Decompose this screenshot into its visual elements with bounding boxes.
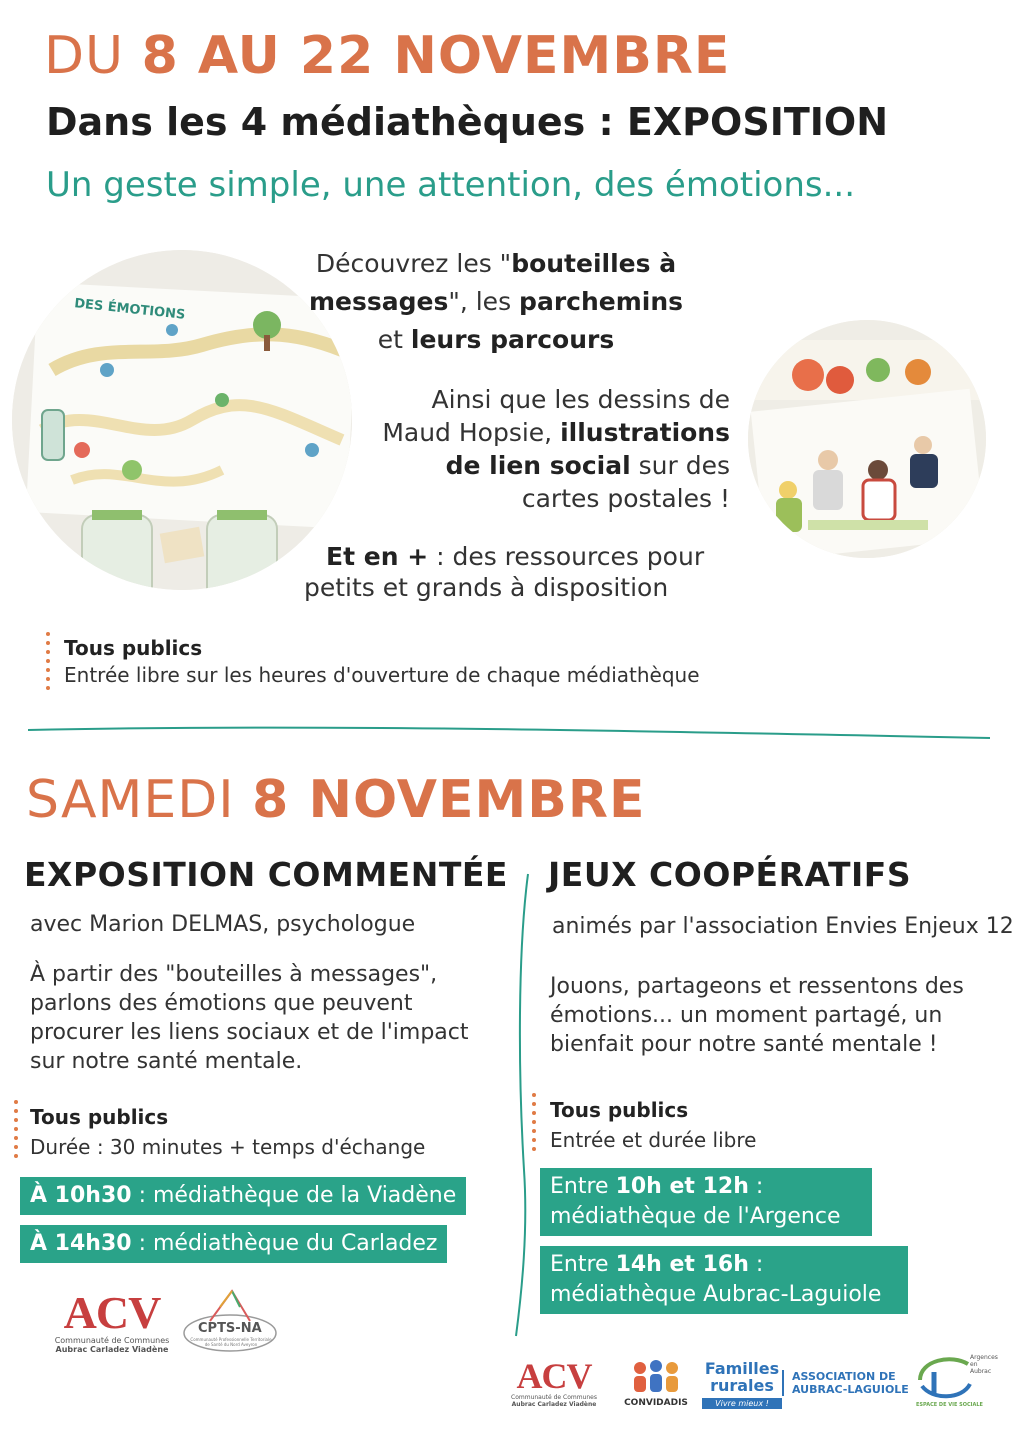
slot-place: : médiathèque du Carladez bbox=[131, 1231, 438, 1256]
slot-time: À 10h30 bbox=[30, 1183, 132, 1208]
intro-paragraph-2 bbox=[366, 383, 730, 515]
right-public-duration: Entrée et durée libre bbox=[550, 1128, 757, 1152]
right-column-description bbox=[550, 972, 1000, 1059]
desc-line: parlons des émotions que peuvent bbox=[30, 991, 413, 1016]
event-subtitle: Dans les 4 médiathèques : EXPOSITION bbox=[46, 100, 889, 144]
argences-line3: Aubrac bbox=[970, 1368, 992, 1375]
event-tagline: Un geste simple, une attention, des émotions... bbox=[46, 165, 856, 205]
saturday-title bbox=[26, 770, 646, 830]
desc-line: À partir des "bouteilles à messages", bbox=[30, 962, 438, 987]
convidadis-logo bbox=[620, 1358, 692, 1408]
photo-caption: DES ÉMOTIONS bbox=[73, 296, 186, 323]
slot-suffix: : bbox=[748, 1252, 764, 1277]
intro-paragraph-1 bbox=[296, 245, 696, 359]
right-slot-1 bbox=[540, 1168, 872, 1236]
date-main: 8 AU 22 NOVEMBRE bbox=[141, 26, 731, 86]
argences-line2: en bbox=[970, 1361, 978, 1368]
argences-logo-text bbox=[970, 1354, 998, 1375]
argences-logo-sub: ESPACE DE VIE SOCIALE bbox=[916, 1402, 983, 1408]
dotted-marker bbox=[532, 1093, 536, 1156]
intro-text: Découvrez les " bbox=[315, 249, 512, 278]
intro-bold: parchemins bbox=[519, 287, 684, 316]
intro-line-9 bbox=[300, 572, 720, 603]
left-public-duration: Durée : 30 minutes + temps d'échange bbox=[30, 1135, 426, 1159]
right-column-title: JEUX COOPÉRATIFS bbox=[548, 855, 912, 894]
intro-text: ", les bbox=[448, 287, 520, 316]
slot-place: : médiathèque de la Viadène bbox=[131, 1183, 457, 1208]
intro-paragraph-3 bbox=[300, 541, 720, 603]
intro-bold: bouteilles à bbox=[511, 249, 677, 278]
convidadis-people-icon bbox=[626, 1358, 686, 1394]
intro-text: sur des bbox=[630, 451, 730, 480]
desc-line: Jouons, partageons et ressentons des bbox=[550, 974, 964, 999]
slot-time: À 14h30 bbox=[30, 1231, 132, 1256]
argences-logo bbox=[912, 1350, 998, 1414]
intro-bold: illustrations bbox=[560, 418, 730, 447]
acv-logo-sub1: Communauté de Communes bbox=[511, 1394, 597, 1401]
intro-text: Maud Hopsie, bbox=[382, 418, 561, 447]
left-slot-2 bbox=[20, 1225, 447, 1263]
convidadis-logo-text: CONVIDADIS bbox=[624, 1398, 688, 1408]
intro-text: Ainsi que les dessins de bbox=[431, 385, 730, 414]
slot-time: 10h et 12h bbox=[615, 1174, 749, 1199]
desc-line: procurer les liens sociaux et de l'impact bbox=[30, 1020, 469, 1045]
left-public-title: Tous publics bbox=[30, 1105, 169, 1129]
slot-place: médiathèque de l'Argence bbox=[550, 1204, 841, 1229]
intro-line-6 bbox=[366, 449, 730, 482]
section-divider bbox=[0, 710, 1024, 750]
association-logo bbox=[782, 1370, 909, 1396]
desc-line: sur notre santé mentale. bbox=[30, 1049, 303, 1074]
intro-text: petits et grands à disposition bbox=[304, 573, 669, 602]
association-logo-line1: ASSOCIATION DE bbox=[792, 1370, 896, 1383]
dotted-marker bbox=[14, 1100, 18, 1163]
date-prefix: DU bbox=[44, 26, 142, 86]
slot-suffix: : bbox=[748, 1174, 764, 1199]
slot-place: médiathèque Aubrac-Laguiole bbox=[550, 1282, 882, 1307]
acv-logo-sub2: Aubrac Carladez Viadène bbox=[511, 1401, 597, 1408]
intro-bold: de lien social bbox=[445, 451, 631, 480]
postcards-illustration bbox=[748, 320, 986, 558]
desc-line: émotions... un moment partagé, un bbox=[550, 1003, 943, 1028]
left-column-host: avec Marion DELMAS, psychologue bbox=[30, 912, 416, 937]
left-slot-1 bbox=[20, 1177, 466, 1215]
association-logo-line2: AUBRAC-LAGUIOLE bbox=[792, 1383, 909, 1396]
right-public-title: Tous publics bbox=[550, 1098, 689, 1122]
familles-rurales-logo bbox=[702, 1360, 782, 1409]
right-column-host: animés par l'association Envies Enjeux 12 bbox=[552, 914, 1014, 939]
slot-prefix: Entre bbox=[550, 1252, 616, 1277]
day-main: 8 NOVEMBRE bbox=[252, 770, 646, 830]
acv-logo bbox=[52, 1287, 172, 1354]
argences-line1: Argences bbox=[970, 1354, 998, 1361]
intro-line-3 bbox=[296, 321, 696, 359]
event-date-title bbox=[44, 26, 730, 86]
public-info: Entrée libre sur les heures d'ouverture de chaque médiathèque bbox=[64, 663, 700, 687]
acv-logo-text: ACV bbox=[516, 1356, 592, 1396]
intro-line-5 bbox=[366, 416, 730, 449]
left-column-title: EXPOSITION COMMENTÉE bbox=[24, 855, 508, 894]
right-slot-2 bbox=[540, 1246, 908, 1314]
intro-text: : des ressources pour bbox=[428, 542, 705, 571]
cpts-logo-sub: Communauté Professionnelle Territoriale de Santé du Nord Aveyron bbox=[190, 1337, 272, 1347]
intro-text: et bbox=[377, 325, 411, 354]
slot-time: 14h et 16h bbox=[615, 1252, 749, 1277]
desc-line: bienfait pour notre santé mentale ! bbox=[550, 1032, 938, 1057]
acv-logo-text: ACV bbox=[63, 1287, 161, 1338]
dotted-marker bbox=[46, 632, 50, 695]
intro-text: cartes postales ! bbox=[521, 484, 730, 513]
acv-logo-sub2: Aubrac Carladez Viadène bbox=[55, 1345, 169, 1354]
slot-line bbox=[550, 1250, 898, 1280]
intro-line-1 bbox=[296, 245, 696, 283]
intro-line-8 bbox=[300, 541, 720, 572]
postcards-photo-right bbox=[748, 320, 986, 558]
intro-line-4 bbox=[366, 383, 730, 416]
intro-line-2 bbox=[296, 283, 696, 321]
acv-logo-small bbox=[508, 1358, 600, 1408]
familles-logo-text: Familles rurales bbox=[704, 1359, 780, 1395]
intro-bold: messages bbox=[308, 287, 449, 316]
acv-logo-sub1: Communauté de Communes bbox=[54, 1336, 170, 1345]
intro-bold: Et en + bbox=[326, 542, 429, 571]
day-prefix: SAMEDI bbox=[26, 770, 253, 830]
cpts-logo-text: CPTS-NA bbox=[198, 1321, 262, 1336]
public-title: Tous publics bbox=[64, 636, 203, 660]
intro-line-7 bbox=[366, 482, 730, 515]
intro-bold: leurs parcours bbox=[410, 325, 615, 354]
familles-logo-sub: Vivre mieux ! bbox=[702, 1398, 782, 1409]
slot-line bbox=[550, 1172, 862, 1202]
cpts-logo bbox=[180, 1285, 280, 1355]
slot-prefix: Entre bbox=[550, 1174, 616, 1199]
left-column-description bbox=[30, 960, 510, 1076]
